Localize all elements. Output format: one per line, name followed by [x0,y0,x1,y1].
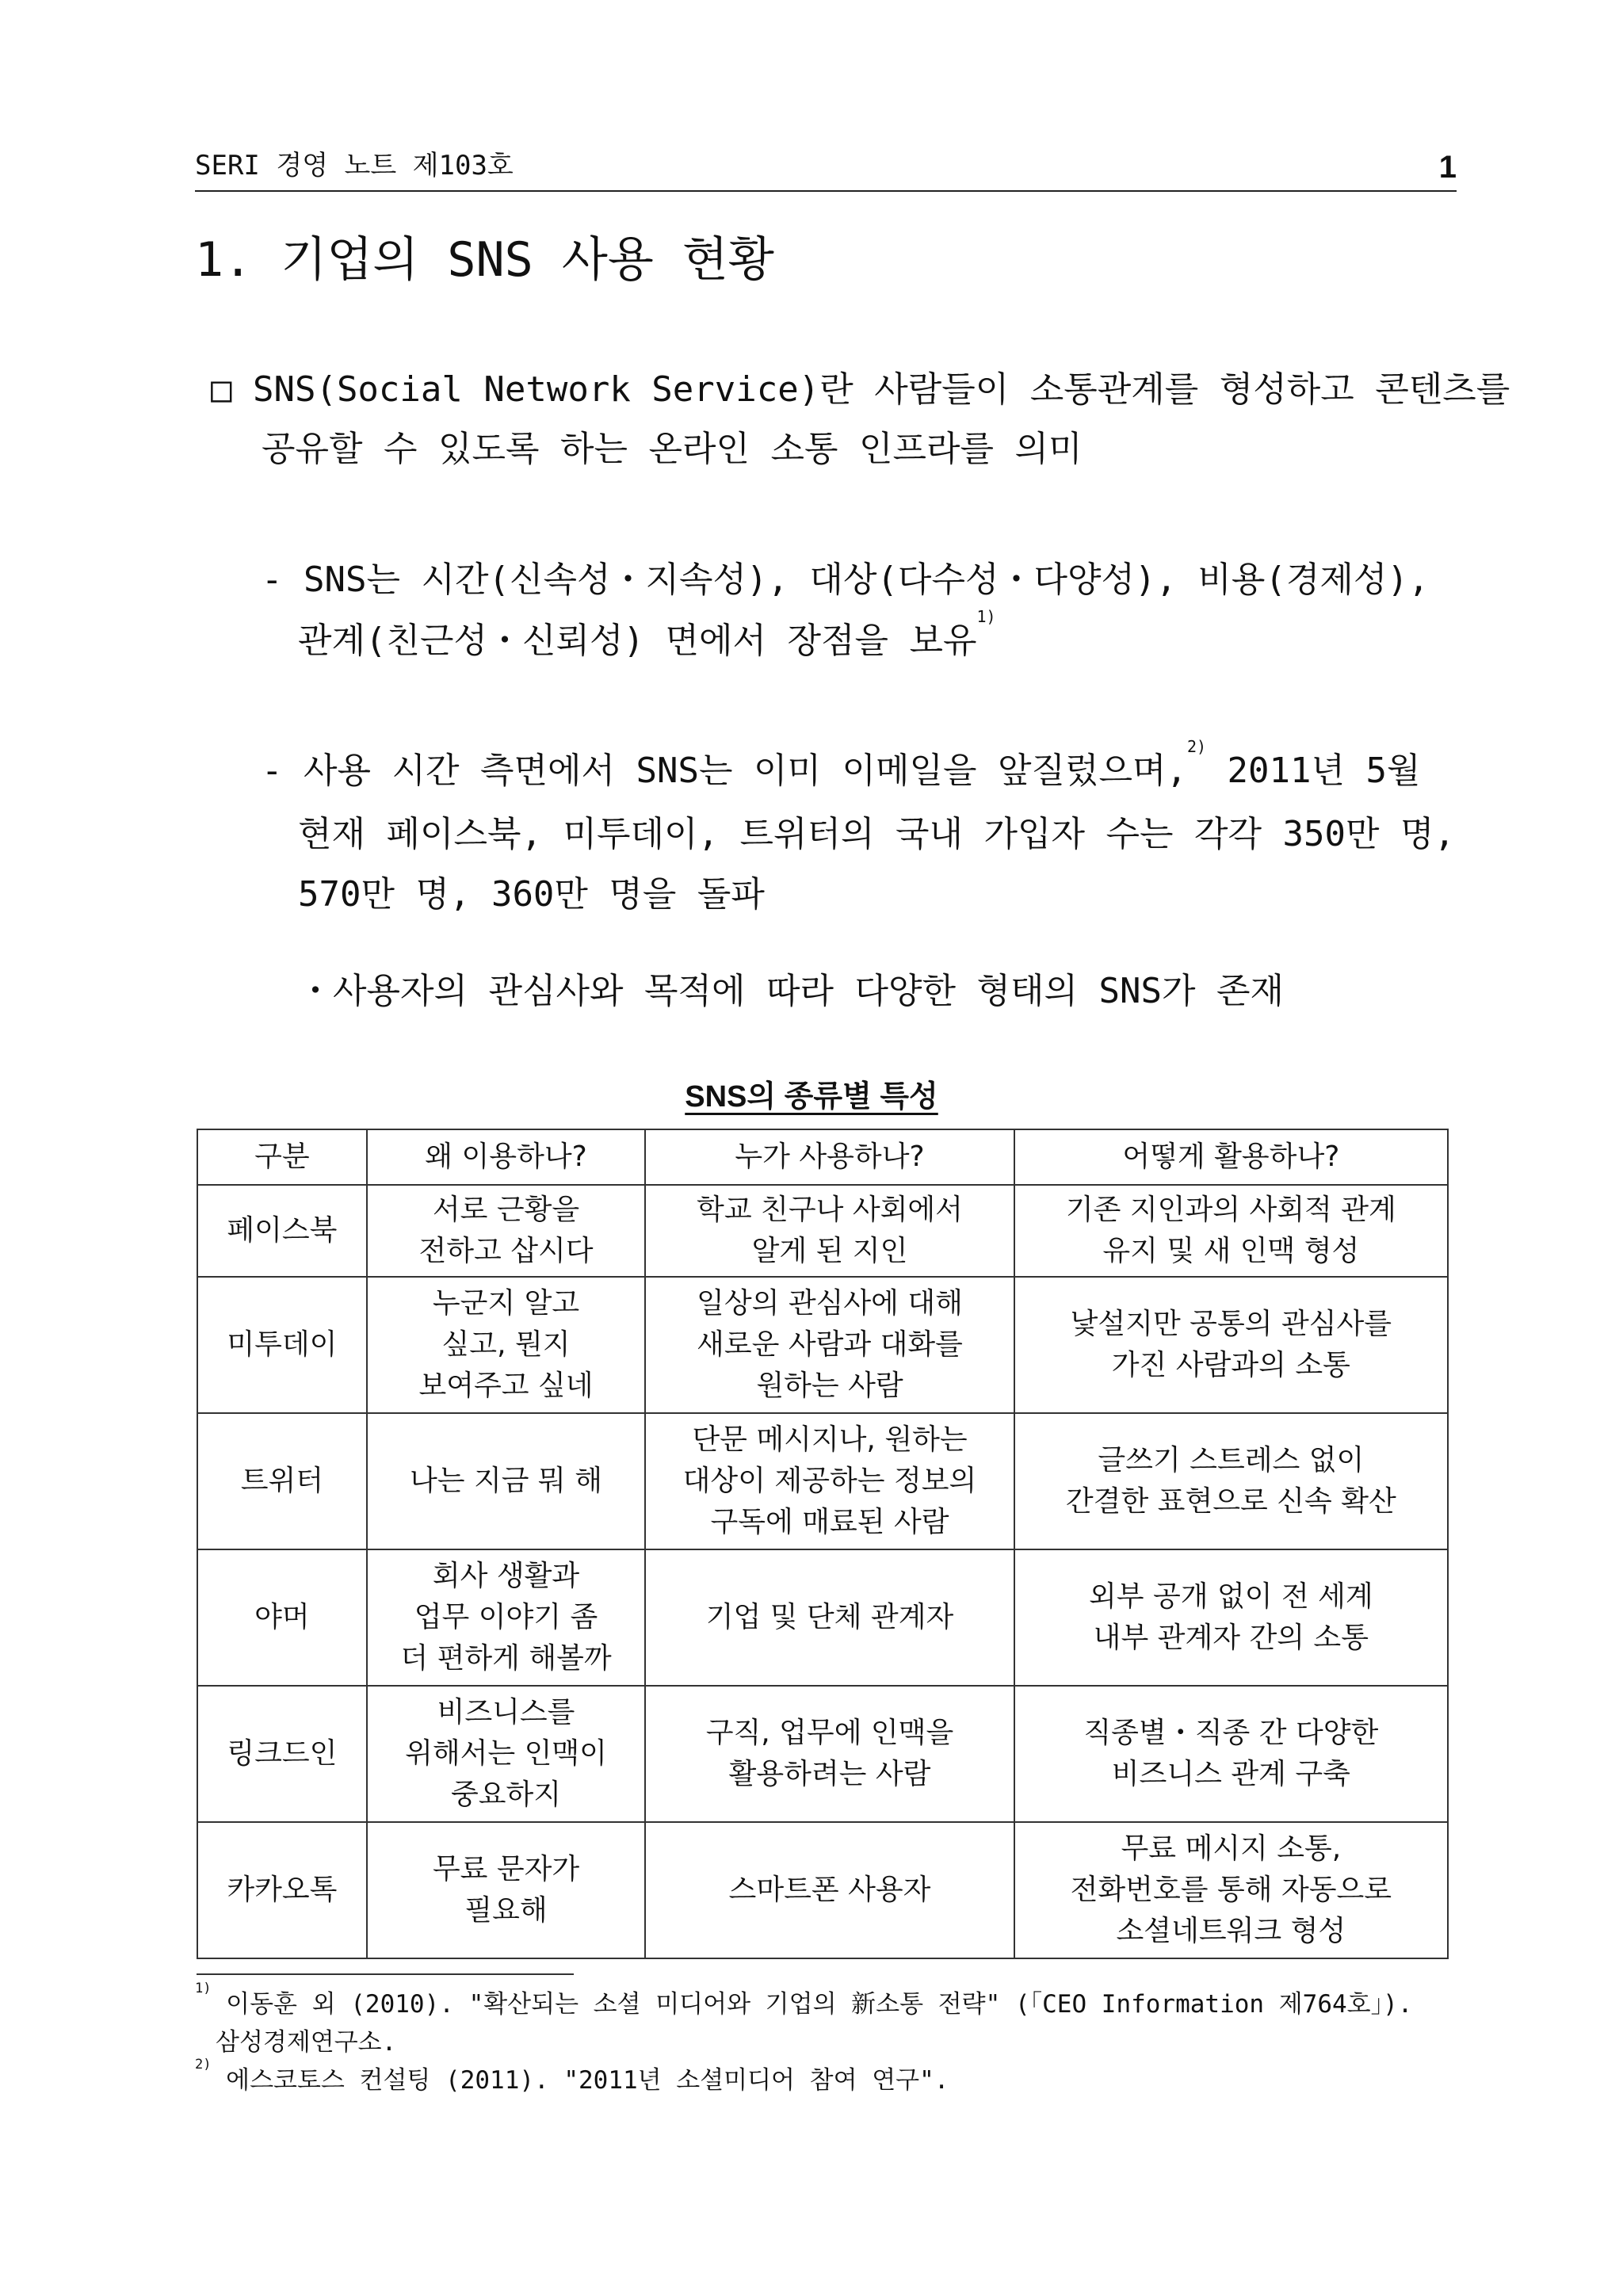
footnote-ref-1: 1) [976,607,996,626]
dash1-line2: 관계(친근성・신뢰성) 면에서 장점을 보유$^{1)}$ [298,607,996,661]
dash2-line3: 570만 명, 360만 명을 돌파 [298,874,765,915]
cell-why: 누군지 알고 싶고, 뭔지 보여주고 싶네 [367,1277,646,1413]
cell-why: 나는 지금 뭐 해 [367,1413,646,1549]
table-row [197,1686,1448,1822]
cell-how: 낯설지만 공통의 관심사를 가진 사람과의 소통 [1014,1277,1448,1413]
dash2-line1: - 사용 시간 측면에서 SNS는 이미 이메일을 앞질렀으며,$^{2)}$ 2011년 5월 [262,737,1421,791]
footnote-1-cont: 삼성경제연구소. [216,2028,397,2057]
dash1-line1: - SNS는 시간(신속성・지속성), 대상(다수성・다양성), 비용(경제성), [262,560,1430,600]
table-header-row [197,1129,1448,1185]
page-number: 1 [1438,150,1457,185]
cell-why: 무료 문자가 필요해 [367,1822,646,1958]
bullet-main-line2: 공유할 수 있도록 하는 온라인 소통 인프라를 의미 [262,429,1083,469]
header-title: SERI 경영 노트 제103호 [195,150,514,181]
col-header-why: 왜 이용하나? [367,1129,646,1185]
table-row [197,1277,1448,1413]
dot-item: ・사용자의 관심사와 목적에 따라 다양한 형태의 SNS가 존재 [298,971,1284,1011]
cell-how: 글쓰기 스트레스 없이 간결한 표현으로 신속 확산 [1014,1413,1448,1549]
footnote-divider [197,1973,574,1975]
dash2-line2: 현재 페이스북, 미투데이, 트위터의 국내 가입자 수는 각각 350만 명, [298,814,1455,854]
cell-how: 기존 지인과의 사회적 관계 유지 및 새 인맥 형성 [1014,1185,1448,1277]
sns-table [197,1129,1449,1959]
table-row [197,1822,1448,1958]
cell-name: 미투데이 [197,1277,367,1413]
table-caption: SNS의 종류별 특성 [685,1080,938,1114]
cell-who: 단문 메시지나, 원하는 대상이 제공하는 정보의 구독에 매료된 사람 [645,1413,1014,1549]
cell-how: 직종별・직종 간 다양한 비즈니스 관계 구축 [1014,1686,1448,1822]
col-header-who: 누가 사용하나? [645,1129,1014,1185]
bullet-main-line1: □ SNS(Social Network Service)란 사람들이 소통관계를 형성하고 콘텐츠를 [211,369,1510,410]
cell-why: 비즈니스를 위해서는 인맥이 중요하지 [367,1686,646,1822]
cell-who: 일상의 관심사에 대해 새로운 사람과 대화를 원하는 사람 [645,1277,1014,1413]
section-title: 1. 기업의 SNS 사용 현황 [195,232,774,288]
cell-who: 구직, 업무에 인맥을 활용하려는 사람 [645,1686,1014,1822]
cell-who: 기업 및 단체 관계자 [645,1549,1014,1686]
cell-how: 무료 메시지 소통, 전화번호를 통해 자동으로 소셜네트워크 형성 [1014,1822,1448,1958]
cell-name: 야머 [197,1549,367,1686]
cell-name: 트위터 [197,1413,367,1549]
col-header-how: 어떻게 활용하나? [1014,1129,1448,1185]
cell-how: 외부 공개 없이 전 세계 내부 관계자 간의 소통 [1014,1549,1448,1686]
cell-name: 링크드인 [197,1686,367,1822]
cell-who: 스마트폰 사용자 [645,1822,1014,1958]
col-header-category: 구분 [197,1129,367,1185]
cell-who: 학교 친구나 사회에서 알게 된 지인 [645,1185,1014,1277]
footnote-1: $^{1)}$ 이동훈 외 (2010). "확산되는 소셜 미디어와 기업의 新소통 전략" (「CEO Information 제764호」). [195,1981,1413,2019]
cell-why: 서로 근황을 전하고 삽시다 [367,1185,646,1277]
footnote-2: $^{2)}$ 에스코토스 컨설팅 (2011). "2011년 소셜미디어 참여 연구". [195,2057,949,2095]
cell-name: 카카오톡 [197,1822,367,1958]
footnote-ref-2: 2) [1186,737,1207,756]
cell-why: 회사 생활과 업무 이야기 좀 더 편하게 해볼까 [367,1549,646,1686]
table-row [197,1413,1448,1549]
table-row [197,1549,1448,1686]
cell-name: 페이스북 [197,1185,367,1277]
running-header [195,149,1457,192]
table-row [197,1185,1448,1277]
